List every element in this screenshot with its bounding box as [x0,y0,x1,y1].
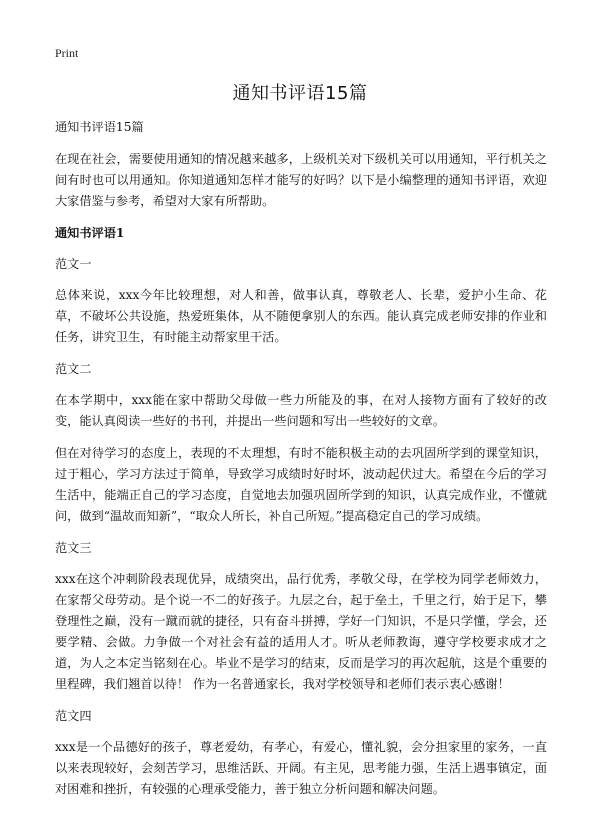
section-heading: 通知书评语1 [55,226,125,240]
variant-1-paragraph-1: 总体来说，xxx今年比较理想，对人和善，做事认真，尊敬老人、长辈，爱护小生命、花草，不破坏公共设施，热爱班集体，从不随便拿别人的东西。能认真完成老师安排的作业和任务，讲究卫生，有时能主动帮家里干活。 [55,288,547,344]
document-body [55,117,547,811]
variant-2-paragraph-2: 但在对待学习的态度上，表现的不太理想，有时不能积极主动的去巩固所学到的课堂知识，过于粗心，学习方法过于简单，导致学习成绩时好时坏，波动起伏过大。希望在今后的学习生活中，能端正自己的学习态度，自觉地去加强巩固所学到的知识，认真完成作业，不懂就问，做到“温故而知新”，“取众人所长，补自己所短。”提高稳定自己的学习成绩。 [55,446,547,523]
page-title: 通知书评语15篇 [232,83,368,104]
variant-heading-3: 范文三 [55,541,92,555]
variant-heading-2: 范文二 [55,362,92,376]
variant-heading-1: 范文一 [55,257,92,271]
document-subtitle: 通知书评语15篇 [55,120,144,134]
print-link[interactable]: Print [55,46,79,60]
variant-3-paragraph-1: xxx在这个冲刺阶段表现优异，成绩突出，品行优秀，孝敬父母，在学校为同学老师效力，在家帮父母劳动。是个说一不二的好孩子。九层之台，起于垒土，千里之行，始于足下，攀登理性之巅，没有一蹴而就的捷径，只有奋斗拼搏，学好一门知识，不是只学懂，学会，还要学精、会做。力争做一个对社会有益的适用人才。听从老师教诲，遵守学校要求成才之道，为人之本定当铭刻在心。毕业不是学习的结束，反而是学习的再次起航，这是个重要的里程碑，我们翘首以待！ 作为一名普通家长，我对学校领导和老师们表示衷心感谢！ [55,572,547,691]
intro-paragraph: 在现在社会，需要使用通知的情况越来越多，上级机关对下级机关可以用通知，平行机关之间有时也可以用通知。你知道通知怎样才能写的好吗？以下是小编整理的通知书评语，欢迎大家借鉴与参考，希望对大家有所帮助。 [55,152,547,208]
variant-4-paragraph-1: xxx是一个品德好的孩子，尊老爱幼，有孝心，有爱心，懂礼貌，会分担家里的家务，一直以来表现较好，会刻苦学习，思维活跃、开阔。有主见，思考能力强，生活上遇事镇定，面对困难和挫折，有较强的心理承受能力，善于独立分析问题和解决问题。 [55,740,547,796]
variant-2-paragraph-1: 在本学期中，xxx能在家中帮助父母做一些力所能及的事，在对人接物方面有了较好的改变，能认真阅读一些好的书刊，并提出一些问题和写出一些较好的文章。 [55,393,547,428]
variant-heading-4: 范文四 [55,709,92,723]
